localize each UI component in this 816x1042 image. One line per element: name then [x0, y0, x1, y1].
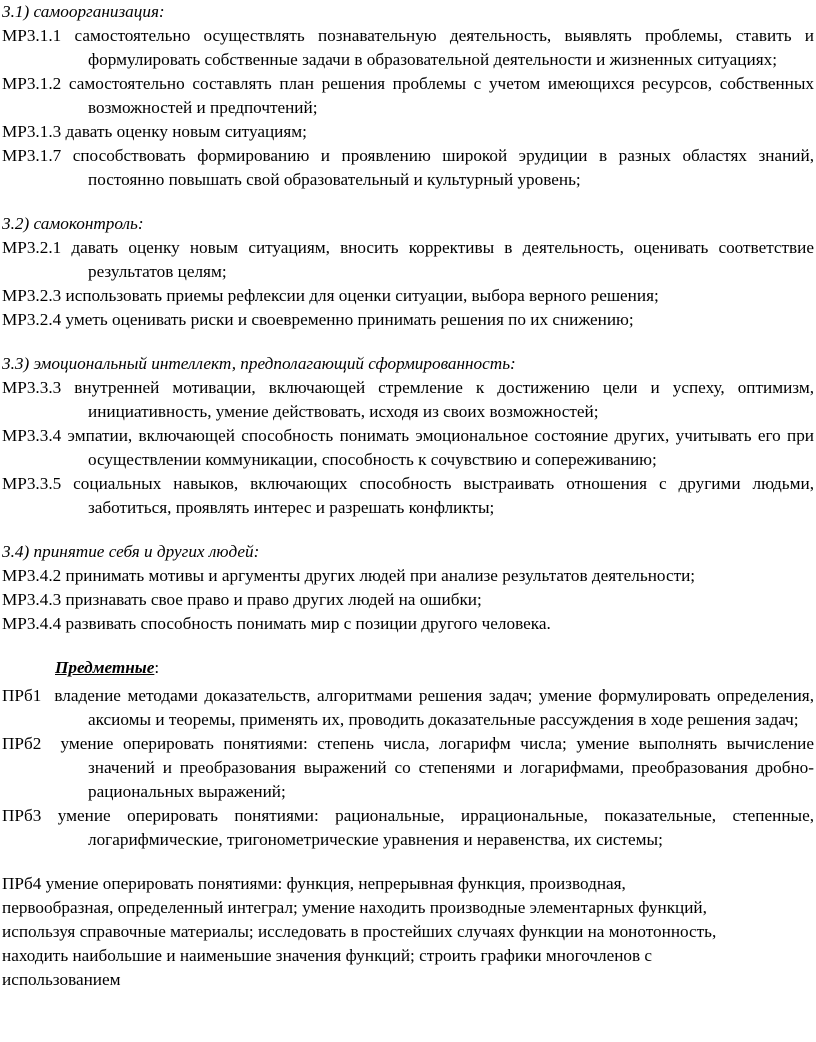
spacer — [2, 520, 814, 540]
section-heading-3-1: 3.1) самоорганизация: — [2, 2, 165, 21]
list-item-mr3-3-3 — [2, 376, 814, 424]
list-item-mr3-3-5 — [2, 472, 814, 520]
section-heading-3-4: 3.4) принятие себя и других людей: — [2, 542, 260, 561]
line-text: умение оперировать понятиями: функция, непрерывная функция, производная, — [45, 874, 626, 893]
item-code: ПРб3 — [2, 806, 42, 825]
item-code: МР3.2.3 — [2, 286, 62, 305]
list-item-mr3-4-4 — [2, 612, 814, 636]
item-code: ПРб1 — [2, 686, 42, 705]
section-heading-3-2: 3.2) самоконтроль: — [2, 214, 144, 233]
item-code: МР3.1.7 — [2, 146, 62, 165]
spacer — [2, 192, 814, 212]
item-code: МР3.2.4 — [2, 310, 62, 329]
item-code: МР3.3.5 — [2, 474, 62, 493]
list-item-mr3-2-4 — [2, 308, 814, 332]
spacer — [2, 852, 814, 872]
item-code: МР3.4.4 — [2, 614, 62, 633]
list-item-mr3-2-3 — [2, 284, 814, 308]
item-code: МР3.1.1 — [2, 26, 62, 45]
paragraph-line — [2, 872, 814, 896]
item-code: ПРб4 — [2, 874, 42, 893]
spacer — [2, 332, 814, 352]
item-code: МР3.4.3 — [2, 590, 62, 609]
list-item-mr3-1-1 — [2, 24, 814, 72]
item-text: умение оперировать понятиями: рациональные, иррациональные, показательные, степенные, логарифмические, тригонометрические уравнения и неравенства, их системы; — [57, 806, 815, 849]
paragraph-prb4 — [2, 872, 814, 992]
item-text: самостоятельно осуществлять познавательную деятельность, выявлять проблемы, ставить и формулировать собственные задачи в образовательной деятельности и жизненных ситуациях; — [74, 26, 814, 69]
item-text: уметь оценивать риски и своевременно принимать решения по их снижению; — [65, 310, 634, 329]
item-code: МР3.4.2 — [2, 566, 62, 585]
item-text: давать оценку новым ситуациям; — [65, 122, 307, 141]
subject-results-title — [2, 656, 814, 680]
item-text: эмпатии, включающей способность понимать эмоциональное состояние других, учитывать его при осуществлении коммуникации, способность к сочувствию и сопереживанию; — [67, 426, 814, 469]
paragraph-line: находить наибольшие и наименьшие значения функций; строить графики многочленов с — [2, 946, 653, 965]
item-text: признавать свое право и право других людей на ошибки; — [65, 590, 482, 609]
list-item-prb3 — [2, 804, 814, 852]
subject-title-colon: : — [154, 658, 160, 677]
section-heading-3-3: 3.3) эмоциональный интеллект, предполагающий сформированность: — [2, 354, 516, 373]
subject-title-text: Предметные — [55, 658, 155, 677]
paragraph-line: использованием — [2, 970, 121, 989]
list-item-mr3-3-4 — [2, 424, 814, 472]
list-item-mr3-1-7 — [2, 144, 814, 192]
list-item-mr3-1-3 — [2, 120, 814, 144]
item-code: ПРб2 — [2, 734, 42, 753]
item-text: использовать приемы рефлексии для оценки ситуации, выбора верного решения; — [65, 286, 659, 305]
item-text: самостоятельно составлять план решения проблемы с учетом имеющихся ресурсов, собственных возможностей и предпочтений; — [68, 74, 815, 117]
item-code: МР3.1.3 — [2, 122, 62, 141]
list-item-mr3-4-3 — [2, 588, 814, 612]
item-text: умение оперировать понятиями: степень числа, логарифм числа; умение выполнять вычисление значений и преобразования выражений со степенями и логарифмами, преобразования дробно-рациональных выражений; — [60, 734, 815, 801]
list-item-mr3-2-1 — [2, 236, 814, 284]
paragraph-line: используя справочные материалы; исследовать в простейших случаях функции на монотонность, — [2, 922, 717, 941]
item-code: МР3.2.1 — [2, 238, 62, 257]
item-text: давать оценку новым ситуациям, вносить коррективы в деятельность, оценивать соответствие результатов целям; — [71, 238, 815, 281]
item-code: МР3.1.2 — [2, 74, 62, 93]
spacer — [2, 636, 814, 656]
list-item-prb2 — [2, 732, 814, 804]
list-item-prb1 — [2, 684, 814, 732]
item-text: принимать мотивы и аргументы других людей при анализе результатов деятельности; — [65, 566, 696, 585]
list-item-mr3-4-2 — [2, 564, 814, 588]
item-text: внутренней мотивации, включающей стремление к достижению цели и успеху, оптимизм, инициативность, умение действовать, исходя из своих возможностей; — [74, 378, 814, 421]
item-text: социальных навыков, включающих способность выстраивать отношения с другими людьми, заботиться, проявлять интерес и разрешать конфликты; — [73, 474, 814, 517]
paragraph-line: первообразная, определенный интеграл; умение находить производные элементарных функций, — [2, 898, 707, 917]
list-item-mr3-1-2 — [2, 72, 814, 120]
item-text: владение методами доказательств, алгоритмами решения задач; умение формулировать определения, аксиомы и теоремы, применять их, проводить доказательные рассуждения в ходе решения задач; — [54, 686, 814, 729]
item-code: МР3.3.4 — [2, 426, 62, 445]
item-text: способствовать формированию и проявлению широкой эрудиции в разных областях знаний, постоянно повышать свой образовательный и культурный уровень; — [72, 146, 814, 189]
item-code: МР3.3.3 — [2, 378, 62, 397]
item-text: развивать способность понимать мир с позиции другого человека. — [65, 614, 551, 633]
